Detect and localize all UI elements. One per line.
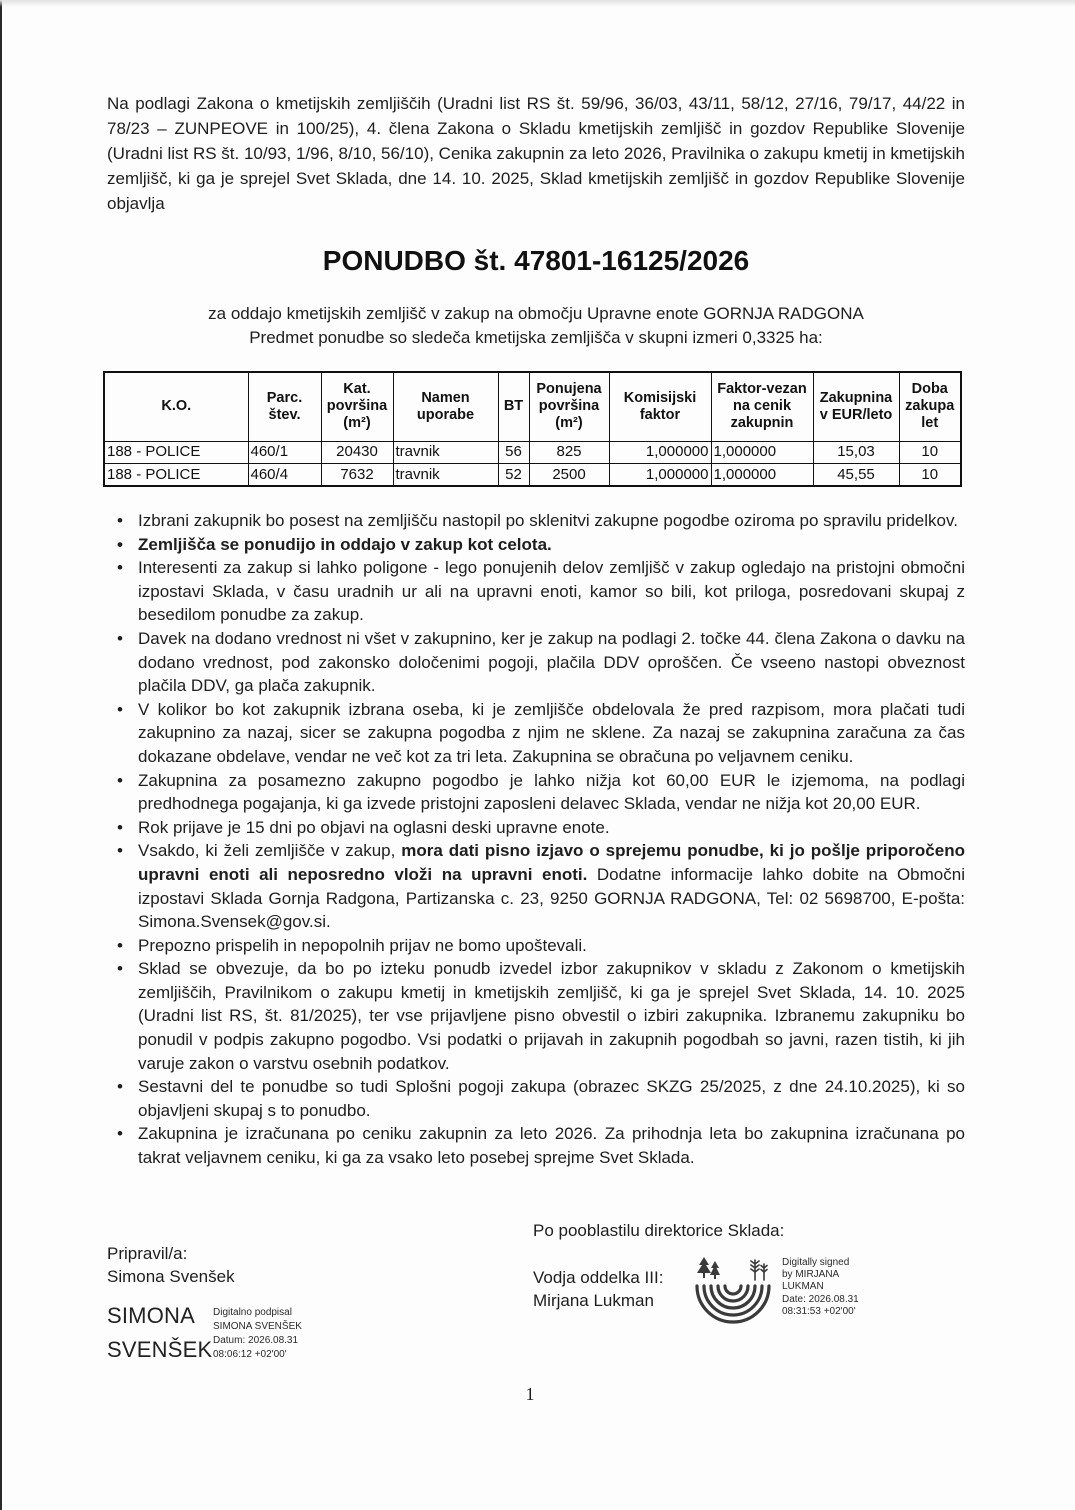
scan-edge [0, 0, 2, 1510]
parcels-table [103, 371, 962, 487]
signature-name-last: SVENŠEK [107, 1336, 213, 1362]
header-land-use: Namen uporabe [393, 372, 498, 441]
stamp-line: 08:31:53 +02'00' [782, 1306, 856, 1318]
stamp-line: Datum: 2026.08.31 [213, 1334, 299, 1346]
condition-emphasis: mora dati pisno izjavo o sprejemu ponudbe, ki jo pošlje priporočeno upravni enoti ali neposredno vloži na upravni enoti. [138, 841, 965, 884]
condition-item: • V kolikor bo kot zakupnik izbrana oseba, ki je zemljišče obdelovala že pred razpisom, mora plačati tudi zakupnino za nazaj, sicer se zakupna pogodba z njim ne sklene. Za nazaj se zakupnina zaračuna za čas dokazane obdelave, vendar ne več kot za tri leta. Zakupnina se obračuna po veljavnem ceniku. [138, 698, 965, 769]
condition-item [138, 839, 965, 933]
cell-commission-factor: 1,000000 [609, 464, 711, 487]
condition-item: • Zemljišča se ponudijo in oddajo v zakup kot celota. [138, 533, 965, 557]
header-commission-factor: Komisijski faktor [609, 372, 711, 441]
cell-land-use: travnik [393, 441, 498, 464]
subtitle-line: Predmet ponudbe so sledeča kmetijska zemljišča v skupni izmeri 0,3325 ha: [249, 328, 823, 347]
condition-item: • Davek na dodano vrednost ni všet v zakupnino, ker je zakup na podlagi 2. točke 44. člena Zakona o davku na dodano vrednost, pod zakonsko določenimi pogoji, plačila DDV oproščen. Če vseeno nastopi obveznost plačila DDV, ga plača zakupnik. [138, 627, 965, 698]
authority-note: Po pooblastilu direktorice Sklada: [533, 1220, 785, 1240]
cell-lease-years: 10 [899, 441, 961, 464]
condition-text: Dodatne informacije lahko dobite na Območni izpostavi Sklada Gornja Radgona, Partizanska c. 23, 9250 GORNJA RADGONA, Tel: 02 5698700, E-pošta: Simona.Svensek@gov.si. [138, 864, 965, 932]
stamp-line: by MIRJANA [782, 1269, 840, 1281]
cell-annual-rent: 15,03 [813, 441, 899, 464]
header-price-list-factor: Faktor-vezan na cenik zakupnin [711, 372, 813, 441]
cell-bt: 52 [498, 464, 529, 487]
wheat-icon [751, 1260, 767, 1280]
digital-signature-stamp-preparer [213, 1306, 302, 1362]
document-body [107, 91, 965, 1369]
prepared-by-name: Simona Svenšek [107, 1266, 235, 1286]
cell-bt: 56 [498, 441, 529, 464]
document-title: PONUDBO št. 47801-16125/2026 [322, 245, 750, 276]
header-parcel-number: Parc. štev. [248, 372, 321, 441]
prepared-by-label: Pripravil/a: [107, 1243, 188, 1263]
condition-item: • Prepozno prispelih in nepopolnih prijav ne bomo upoštevali. [138, 934, 965, 958]
department-head-label: Vodja oddelka III: [533, 1267, 664, 1287]
digital-signature-stamp-head [782, 1257, 859, 1319]
cell-offered-area: 2500 [529, 464, 609, 487]
condition-item: • Sklad se obvezuje, da bo po izteku ponudb izvedel izbor zakupnikov v skladu z Zakonom o kmetijskih zemljiščih, Pravilnikom o zakupu kmetij in kmetijskih zemljišč, ki ga je sprejel Svet Sklada, 14. 10. 2025 (Uradni list RS, št. 81/2025), ter vse prijavljene pisno obvestil o izbiri zakupnika. Izbranemu zakupniku bo ponudil v podpis zakupno pogodbo. Vsi podatki o prijavah in zakupnih pogodbah so javni, razen tistih, ki jih varuje zakon o varstvu osebnih podatkov. [138, 957, 965, 1075]
cell-parcel-number: 460/4 [248, 464, 321, 487]
stamp-line: Digitally signed [782, 1256, 850, 1268]
stamp-line: SIMONA SVENŠEK [213, 1320, 302, 1332]
conditions-list [107, 509, 965, 1170]
bowl-arcs-icon [697, 1286, 769, 1322]
table-row [104, 441, 961, 464]
subtitle-line: za oddajo kmetijskih zemljišč v zakup na območju Upravne enote GORNJA RADGONA [208, 304, 864, 323]
tree-icon [697, 1257, 720, 1279]
signature-name-first: SIMONA [107, 1302, 195, 1328]
header-lease-years: Doba zakupa let [899, 372, 961, 441]
sklad-logo-graphic [693, 1256, 773, 1324]
header-ko: K.O. [104, 372, 248, 441]
condition-item: • Izbrani zakupnik bo posest na zemljišču nastopil po sklenitvi zakupne pogodbe oziroma po spravilu pridelkov. [138, 509, 965, 533]
sklad-logo-icon [693, 1256, 773, 1324]
condition-item: • Sestavni del te ponudbe so tudi Splošni pogoji zakupa (obrazec SKZG 25/2025, z dne 24.10.2025), ki so objavljeni skupaj s to ponudbo. [138, 1075, 965, 1122]
header-bt: BT [498, 372, 529, 441]
page-number: 1 [525, 1384, 535, 1404]
cell-cadastral-area: 7632 [321, 464, 393, 487]
cell-parcel-number: 460/1 [248, 441, 321, 464]
condition-item: • Zakupnina za posamezno zakupno pogodbo je lahko nižja kot 60,00 EUR le izjemoma, na podlagi predhodnega pogajanja, ki ga izvede pristojni zaposleni delavec Sklada, vendar ne nižja kot 20,00 EUR. [138, 769, 965, 816]
cell-ko: 188 - POLICE [104, 464, 248, 487]
cell-annual-rent: 45,55 [813, 464, 899, 487]
stamp-line: Date: 2026.08.31 [782, 1293, 859, 1305]
cell-ko: 188 - POLICE [104, 441, 248, 464]
signature-section [107, 1219, 965, 1369]
condition-item: • Zakupnina je izračunana po ceniku zakupnin za leto 2026. Za prihodnja leta bo zakupnina izračunana po takrat veljavnem ceniku, ki ga za vsako leto posebej sprejme Svet Sklada. [138, 1122, 965, 1169]
cell-land-use: travnik [393, 464, 498, 487]
header-annual-rent: Zakupnina v EUR/leto [813, 372, 899, 441]
condition-item: • Interesenti za zakup si lahko poligone - lego ponujenih delov zemljišč v zakup ogledajo na pristojni območni izpostavi Sklada, v času uradnih ur ali na upravni enoti, kamor so bili, kot priloga, posredovani skupaj z besedilom ponudbe za zakup. [138, 556, 965, 627]
stamp-line: 08:06:12 +02'00' [213, 1348, 287, 1360]
table-header-row [104, 372, 961, 441]
cell-price-list-factor: 1,000000 [711, 441, 813, 464]
header-offered-area: Ponujena površina (m²) [529, 372, 609, 441]
stamp-line: LUKMAN [782, 1281, 824, 1293]
table-row [104, 464, 961, 487]
department-head-name: Mirjana Lukman [533, 1290, 654, 1310]
condition-text: Vsakdo, ki želi zemljišče v zakup, [138, 841, 402, 861]
stamp-line: Digitalno podpisal [213, 1306, 292, 1318]
header-cadastral-area: Kat. površina (m²) [321, 372, 393, 441]
intro-paragraph: Na podlagi Zakona o kmetijskih zemljiščih (Uradni list RS št. 59/96, 36/03, 43/11, 58/12, 27/16, 79/17, 44/22 in 78/23 – ZUNPEOVE in 100/25), 4. člena Zakona o Skladu kmetijskih zemljišč in gozdov Republike Slovenije (Uradni list RS št. 10/93, 1/96, 8/10, 56/10), Cenika zakupnin za leto 2026, Pravilnika o zakupu kmetij in kmetijskih zemljišč, ki ga je sprejel Svet Sklada, dne 14. 10. 2025, Sklad kmetijskih zemljišč in gozdov Republike Slovenije objavlja [107, 94, 965, 213]
cell-cadastral-area: 20430 [321, 441, 393, 464]
subtitle [107, 302, 965, 350]
condition-item: • Rok prijave je 15 dni po objavi na oglasni deski upravne enote. [138, 816, 965, 840]
cell-commission-factor: 1,000000 [609, 441, 711, 464]
scan-edge [0, 0, 1075, 7]
cell-offered-area: 825 [529, 441, 609, 464]
cell-lease-years: 10 [899, 464, 961, 487]
cell-price-list-factor: 1,000000 [711, 464, 813, 487]
